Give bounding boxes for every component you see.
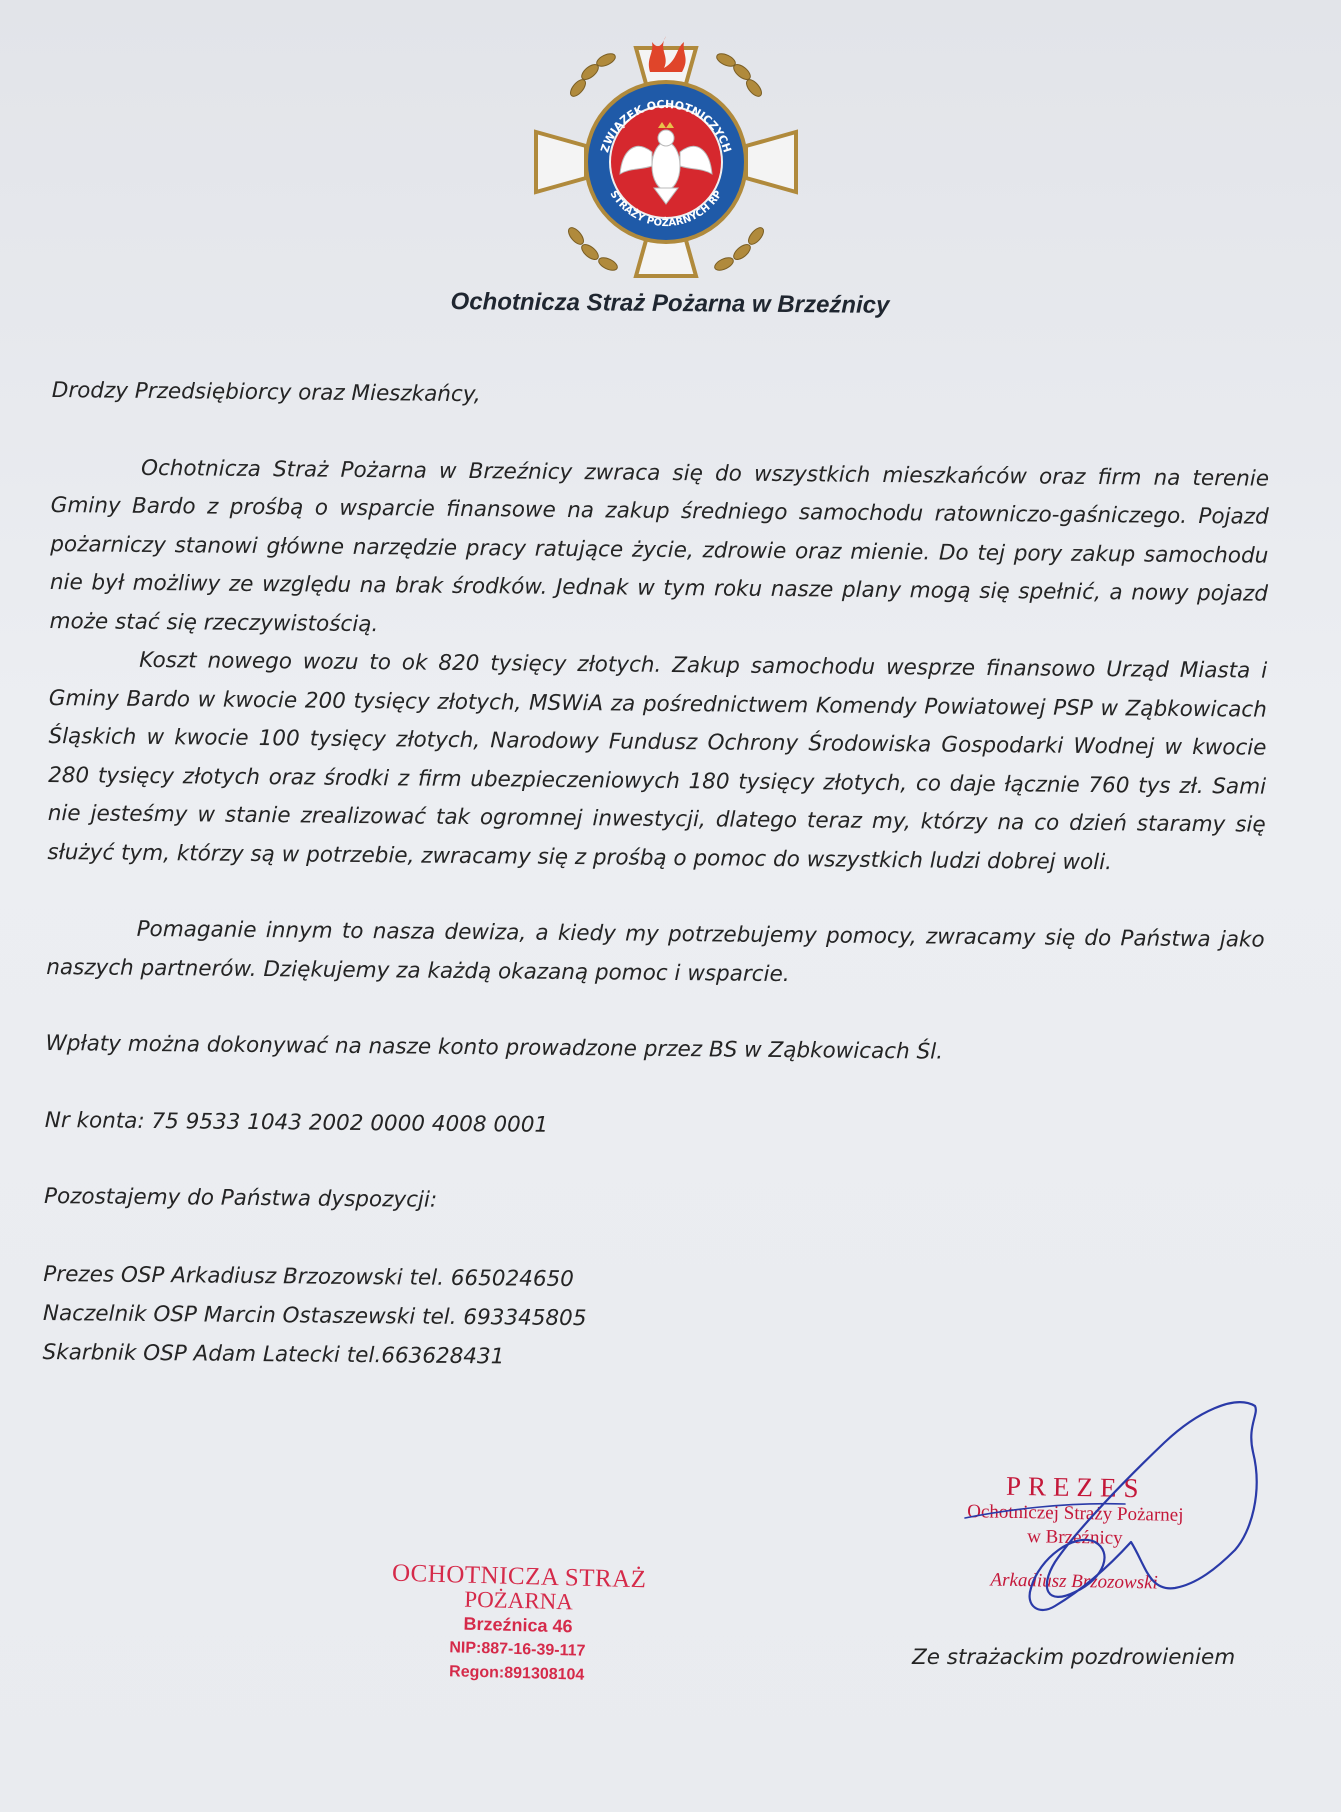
- president-stamp-line-1: Ochotniczej Straży Pożarnej: [967, 1501, 1184, 1526]
- paragraph-cost: Koszt nowego wozu to ok 820 tysięcy złotych. Zakup samochodu wesprze finansowo Urząd Miasta i Gminy Bardo w kwocie 200 tysięcy złotych, MSWiA za pośrednictwem Komendy Powiatowej PSP w Ząbkowicach Śląskich w kwocie 100 tysięcy złotych, Narodowy Fundusz Ochrony Środowiska Gospodarki Wodnej w kwocie 280 tysięcy złotych oraz środki z firm ubezpieczeniowych 180 tysięcy złotych, co daje łącznie 760 tys zł. Sami nie jesteśmy w stanie zrealizować tak ogromnej inwestycji, dlatego teraz my, którzy na co dzień staramy się służyć tym, którzy są w potrzebie, zwracamy się z prośbą o pomoc do wszystkich ludzi dobrej woli.: [47, 647, 1268, 875]
- closing-line: Ze strażackim pozdrowieniem: [912, 1645, 1236, 1670]
- contact-chief: Naczelnik OSP Marcin Ostaszewski tel. 693345805: [42, 1300, 587, 1331]
- emblem-ring-top-text: ZWIĄZEK OCHOTNICZYCH: [598, 97, 734, 155]
- greeting: Drodzy Przedsiębiorcy oraz Mieszkańcy,: [51, 377, 481, 408]
- stamp-regon: Regon:891308104: [448, 1663, 585, 1684]
- handwritten-signature-icon: [935, 1392, 1265, 1632]
- organization-stamp: [356, 1561, 679, 1690]
- contact-treasurer: Skarbnik OSP Adam Latecki tel.663628431: [42, 1339, 505, 1369]
- paragraph-request: Ochotnicza Straż Pożarna w Brzeźnicy zwraca się do wszystkich mieszkańców oraz firm na terenie Gminy Bardo z prośbą o wsparcie finansowe na zakup średniego samochodu ratowniczo-gaśniczego. Pojazd pożarniczy stanowi główne narzędzie pracy ratujące życie, zdrowie oraz mienie. Do tej pory zakup samochodu nie był możliwy ze względu na brak środków. Jednak w tym roku nasze plany mogą się spełnić, a nowy pojazd może stać się rzeczywistością.: [49, 455, 1270, 637]
- stamp-line-1: OCHOTNICZA STRAŻ: [391, 1559, 647, 1594]
- disposal-line: Pozostajemy do Państwa dyspozycji:: [43, 1183, 438, 1213]
- president-stamp-line-2: w Brzeźnicy: [1026, 1526, 1123, 1549]
- contact-list: [42, 1254, 1261, 1383]
- president-stamp-name: Arkadiusz Brzozowski: [990, 1569, 1158, 1594]
- payment-info: Wpłaty można dokonywać na nasze konto prowadzone przez BS w Ząbkowicach Śl.: [45, 1030, 944, 1065]
- fire-brigade-emblem-icon: [518, 28, 814, 292]
- emblem-ring-bottom-text: STRAŻY POŻARNYCH RP: [607, 188, 725, 230]
- stamp-line-2: POŻARNA: [464, 1586, 574, 1615]
- stamp-address: Brzeźnica 46: [463, 1613, 573, 1637]
- paragraph-motto: Pomaganie innym to nasza dewiza, a kiedy my potrzebujemy pomocy, zwracamy się do Państwa jako naszych partnerów. Dziękujemy za każdą okazaną pomoc i wsparcie.: [46, 916, 1265, 987]
- president-stamp-title: PREZES: [1005, 1470, 1146, 1504]
- contact-president: Prezes OSP Arkadiusz Brzozowski tel. 665024650: [43, 1261, 575, 1292]
- organization-title: Ochotnicza Straż Pożarna w Brzeźnicy: [450, 288, 890, 319]
- stamp-nip: NIP:887-16-39-117: [449, 1639, 586, 1660]
- account-number: Nr konta: 75 9533 1043 2002 0000 4008 0001: [44, 1107, 549, 1138]
- letter-body: [42, 372, 1270, 1383]
